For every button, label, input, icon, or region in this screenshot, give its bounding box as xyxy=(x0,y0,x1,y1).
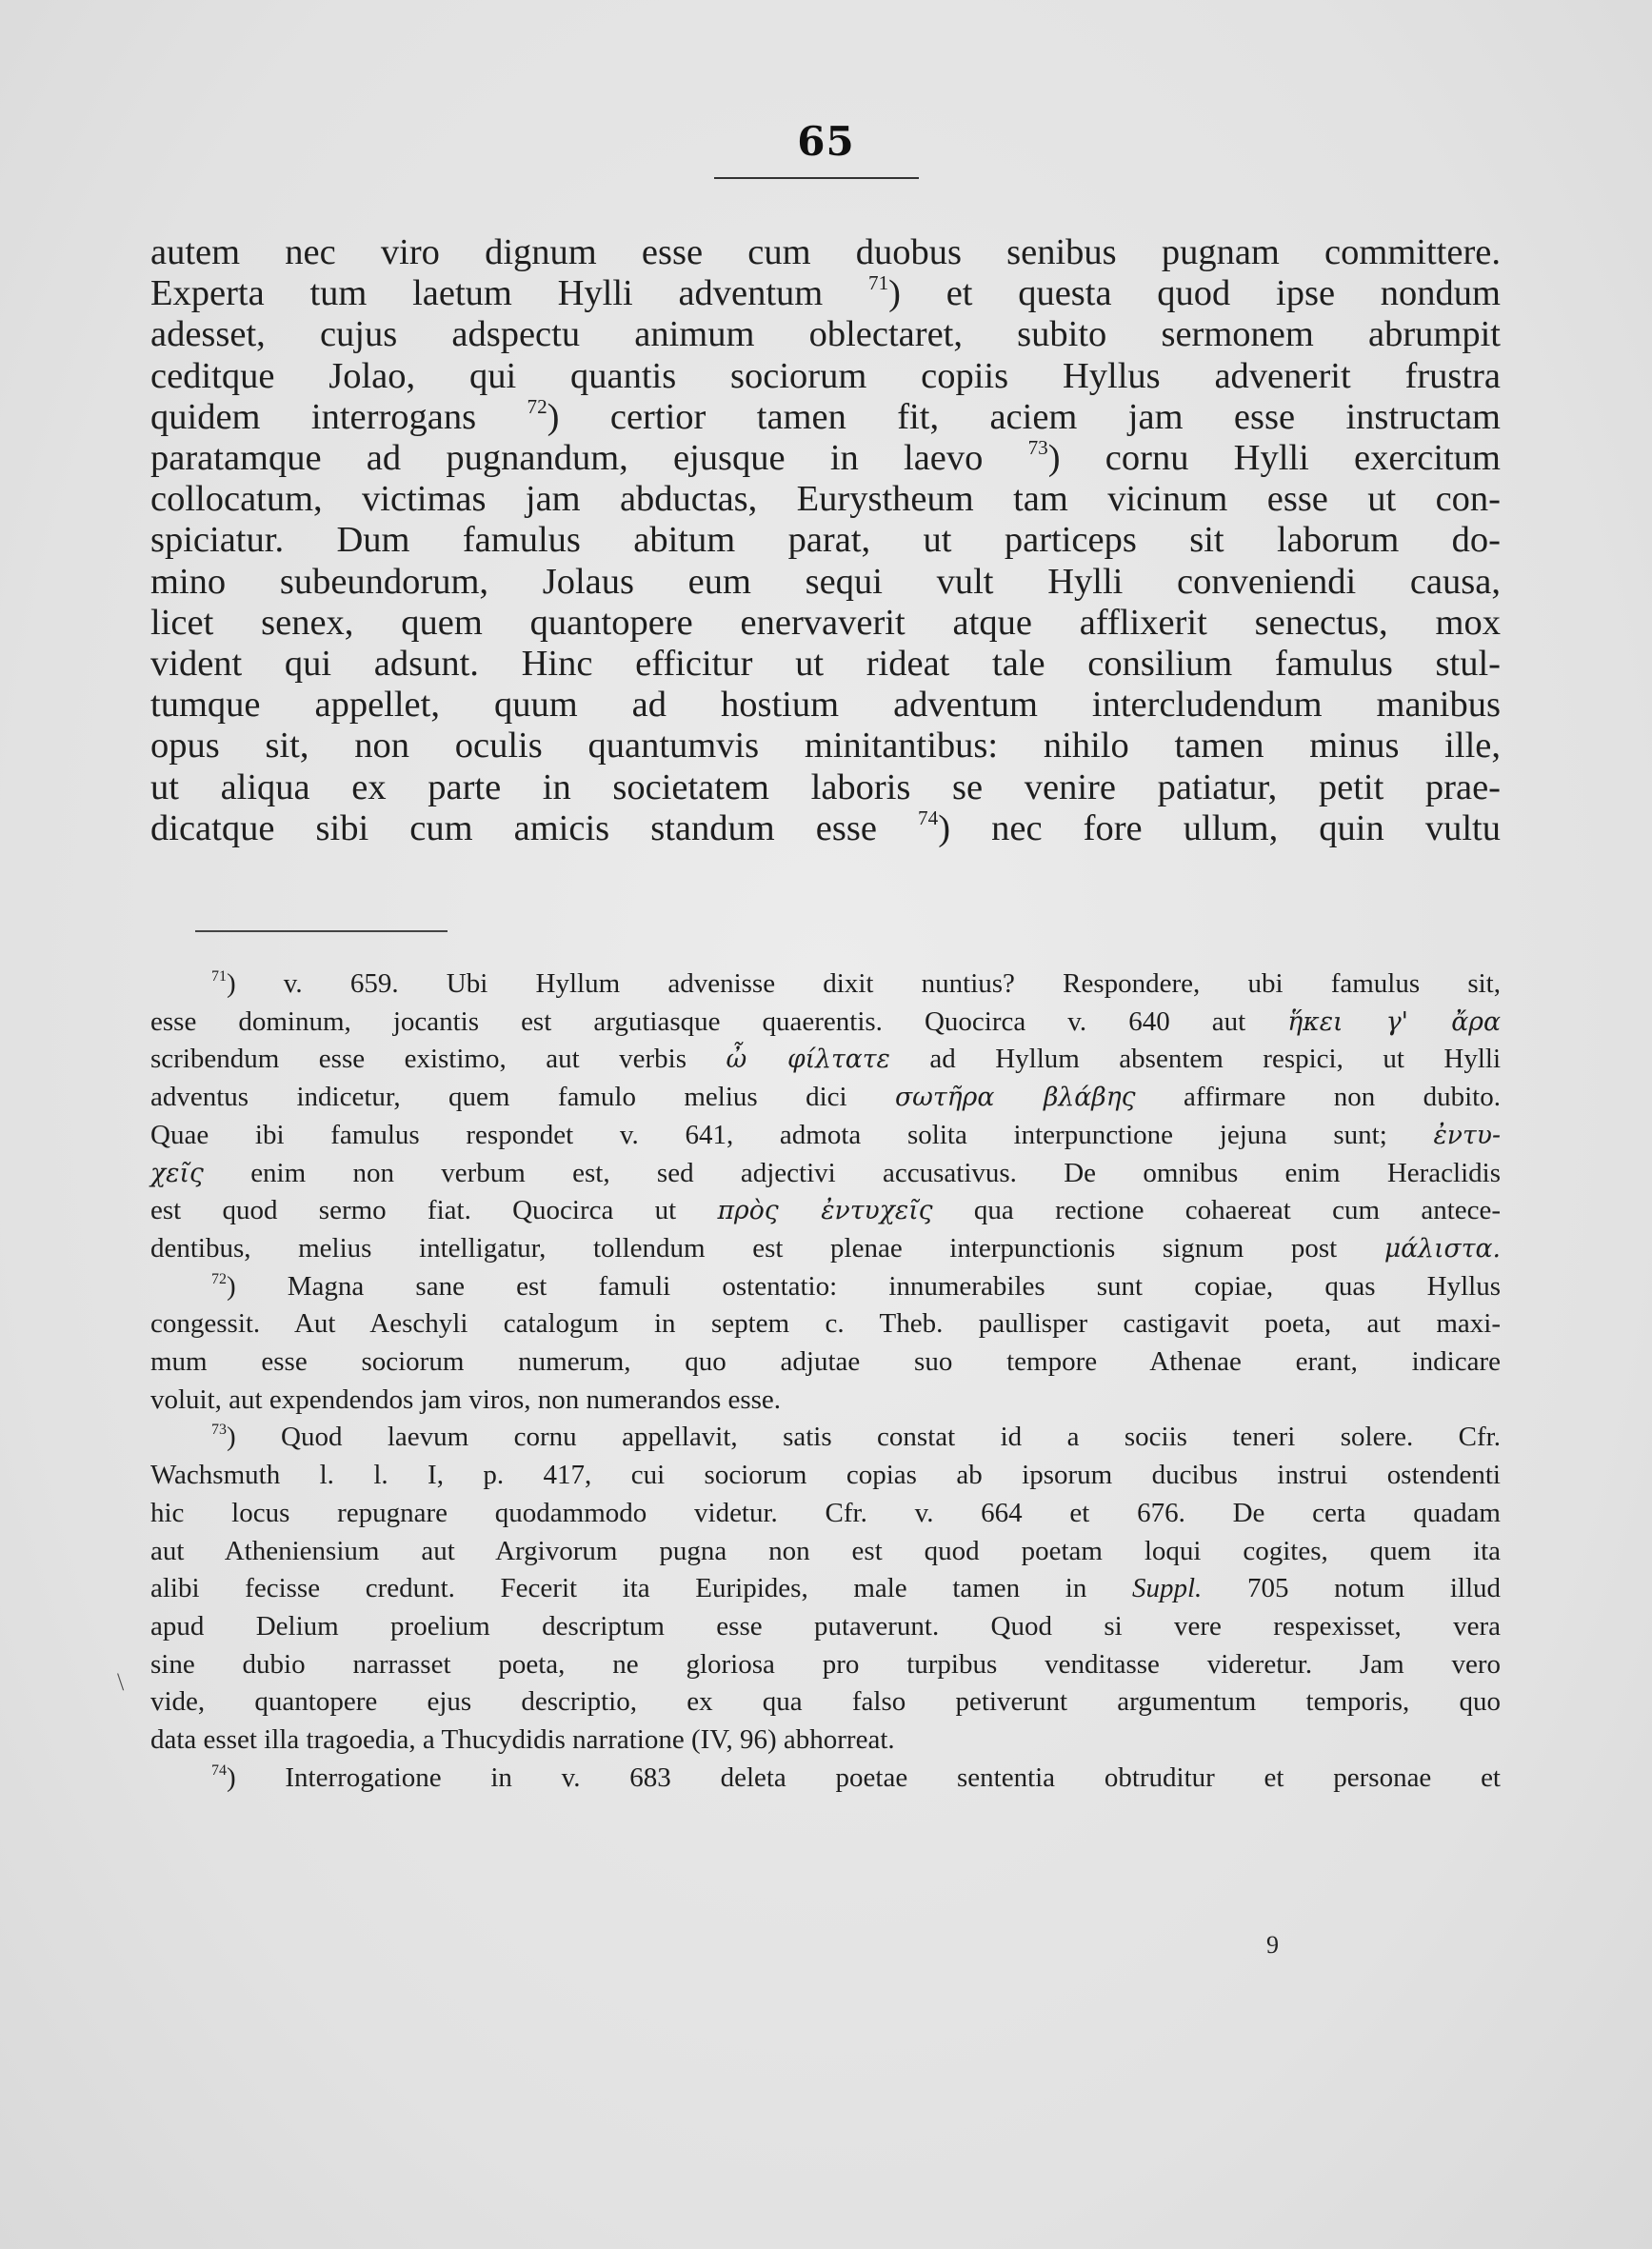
footnote-mark: 72 xyxy=(211,1270,227,1287)
footnote-72-line: congessit. Aut Aeschyli catalogum in septem c. Theb. paullisper castigavit poeta, aut maxi- xyxy=(150,1308,1501,1340)
footnote-71-line: dentibus, melius intelligatur, tollendum est plenae interpunctionis signum post μάλιστα. xyxy=(150,1232,1501,1264)
italic-title: Suppl. xyxy=(1132,1573,1203,1604)
footnote-ref[interactable]: 72 xyxy=(527,394,547,418)
footnote-73-line: Wachsmuth l. l. I, p. 417, cui sociorum copias ab ipsorum ducibus instrui ostendenti xyxy=(150,1460,1501,1491)
footnote-mark: 73 xyxy=(211,1422,227,1439)
footnotes xyxy=(150,965,1501,1797)
footnote-73-line: apud Delium proelium descriptum esse putaverunt. Quod si vere respexisset, vera xyxy=(150,1610,1501,1642)
greek-text: μάλιστα. xyxy=(1383,1233,1501,1264)
footnote-74-line: $^{74}$) Interrogatione in v. 683 deleta poetae sententia obtruditur et personae et xyxy=(211,1761,1501,1793)
body-line: dicatque sibi cum amicis standum esse $^{74}$) nec fore ullum, quin vultu xyxy=(150,806,1502,848)
body-line: ut aliqua ex parte in societatem laboris se venire patiatur, petit prae- xyxy=(150,766,1501,807)
body-line: licet senex, quem quantopere enervaverit atque afflixerit senectus, mox xyxy=(150,602,1501,643)
body-line: vident qui adsunt. Hinc efficitur ut rideat tale consilium famulus stul- xyxy=(150,644,1501,685)
footnote-73-line: aut Atheniensium aut Argivorum pugna non est quod poetam loqui cogites, quem ita xyxy=(150,1535,1501,1566)
footnote-71-line: adventus indicetur, quem famulo melius dici σωτῆρα βλάβης affirmare non dubito. xyxy=(150,1082,1501,1113)
footnote-73-line: hic locus repugnare quodammodo videtur. Cfr. v. 664 et 676. De certa quadam xyxy=(150,1497,1501,1528)
footnote-73-line: vide, quantopere ejus descriptio, ex qua falso petiverunt argumentum temporis, quo xyxy=(150,1686,1501,1718)
page-number: 65 xyxy=(797,118,855,165)
signature-mark: 9 xyxy=(1266,1931,1279,1959)
body-line: opus sit, non oculis quantumvis minitantibus: nihilo tamen minus ille, xyxy=(150,726,1501,766)
body-line: paratamque ad pugnandum, ejusque in laevo $^{73}$) cornu Hylli exercitum xyxy=(150,436,1501,479)
footnote-mark: 71 xyxy=(211,968,227,985)
footnote-71-line: $^{71}$) v. 659. Ubi Hyllum advenisse dixit nuntius? Respondere, ubi famulus sit, xyxy=(211,968,1501,999)
greek-text: ἐντυ- xyxy=(1433,1120,1501,1150)
footnote-71-line: χεῖς enim non verbum est, sed adjectivi accusativus. De omnibus enim Heraclidis xyxy=(150,1157,1502,1188)
footnote-73-line: sine dubio narrasset poeta, ne gloriosa pro turpibus venditasse videretur. Jam vero xyxy=(150,1648,1501,1680)
header-rule xyxy=(714,177,919,179)
body-paragraph xyxy=(150,232,1501,849)
footnote-71-line: scribendum esse existimo, aut verbis ὦ φίλτατε ad Hyllum absentem respici, ut Hylli xyxy=(150,1044,1502,1075)
margin-mark: \ xyxy=(117,1668,125,1696)
footnote-71-line: est quod sermo fiat. Quocirca ut πρὸς ἐντυχεῖς qua rectione cohaereat cum antece- xyxy=(150,1195,1502,1226)
greek-text: χεῖς xyxy=(150,1158,204,1188)
body-line: spiciatur. Dum famulus abitum parat, ut particeps sit laborum do- xyxy=(150,520,1501,561)
footnote-ref[interactable]: 73 xyxy=(1027,436,1048,460)
body-line: autem nec viro dignum esse cum duobus senibus pugnam committere. xyxy=(150,232,1501,272)
greek-text: ἥκει γ' ἄρα xyxy=(1287,1006,1501,1037)
footnote-72-line: $^{72}$) Magna sane est famuli ostentatio: innumerabiles sunt copiae, quas Hyllus xyxy=(211,1270,1501,1302)
footnote-72-line: mum esse sociorum numerum, quo adjutae suo tempore Athenae erant, indicare xyxy=(150,1346,1501,1378)
body-line: adesset, cujus adspectu animum oblectaret, subito sermonem abrumpit xyxy=(150,314,1501,355)
body-line: quidem interrogans $^{72}$) certior tamen fit, aciem jam esse instructam xyxy=(150,394,1501,437)
body-line: collocatum, victimas jam abductas, Eurystheum tam vicinum esse ut con- xyxy=(150,479,1501,520)
footnote-73-line: alibi fecisse credunt. Fecerit ita Euripides, male tamen in Suppl. 705 notum illud xyxy=(150,1573,1501,1604)
footnote-ref[interactable]: 71 xyxy=(868,271,889,295)
greek-text: ὦ φίλτατε xyxy=(726,1045,890,1075)
footnote-73-line: data esset illa tragoedia, a Thucydidis narratione (IV, 96) abhorreat. xyxy=(150,1724,895,1756)
body-line: mino subeundorum, Jolaus eum sequi vult Hylli conveniendi causa, xyxy=(150,561,1501,602)
footnote-mark: 74 xyxy=(211,1761,227,1779)
footnote-72-line: voluit, aut expendendos jam viros, non numerandos esse. xyxy=(150,1383,782,1415)
greek-text: πρὸς ἐντυχεῖς xyxy=(717,1196,933,1226)
body-line: tumque appellet, quum ad hostium adventum intercludendum manibus xyxy=(150,685,1501,726)
footnote-separator xyxy=(195,930,448,932)
footnote-71-line: Quae ibi famulus respondet v. 641, admota solita interpunctione jejuna sunt; ἐντυ- xyxy=(150,1119,1501,1150)
body-line: Experta tum laetum Hylli adventum $^{71}$) et questa quod ipse nondum xyxy=(150,271,1501,314)
footnote-73-line: $^{73}$) Quod laevum cornu appellavit, satis constat id a sociis teneri solere. Cfr. xyxy=(211,1422,1501,1453)
body-line: ceditque Jolao, qui quantis sociorum copiis Hyllus advenerit frustra xyxy=(150,355,1501,396)
footnote-71-line: esse dominum, jocantis est argutiasque quaerentis. Quocirca v. 640 aut ἥκει γ' ἄρα xyxy=(150,1005,1501,1037)
footnote-ref[interactable]: 74 xyxy=(918,806,939,829)
greek-text: σωτῆρα βλάβης xyxy=(894,1083,1136,1113)
